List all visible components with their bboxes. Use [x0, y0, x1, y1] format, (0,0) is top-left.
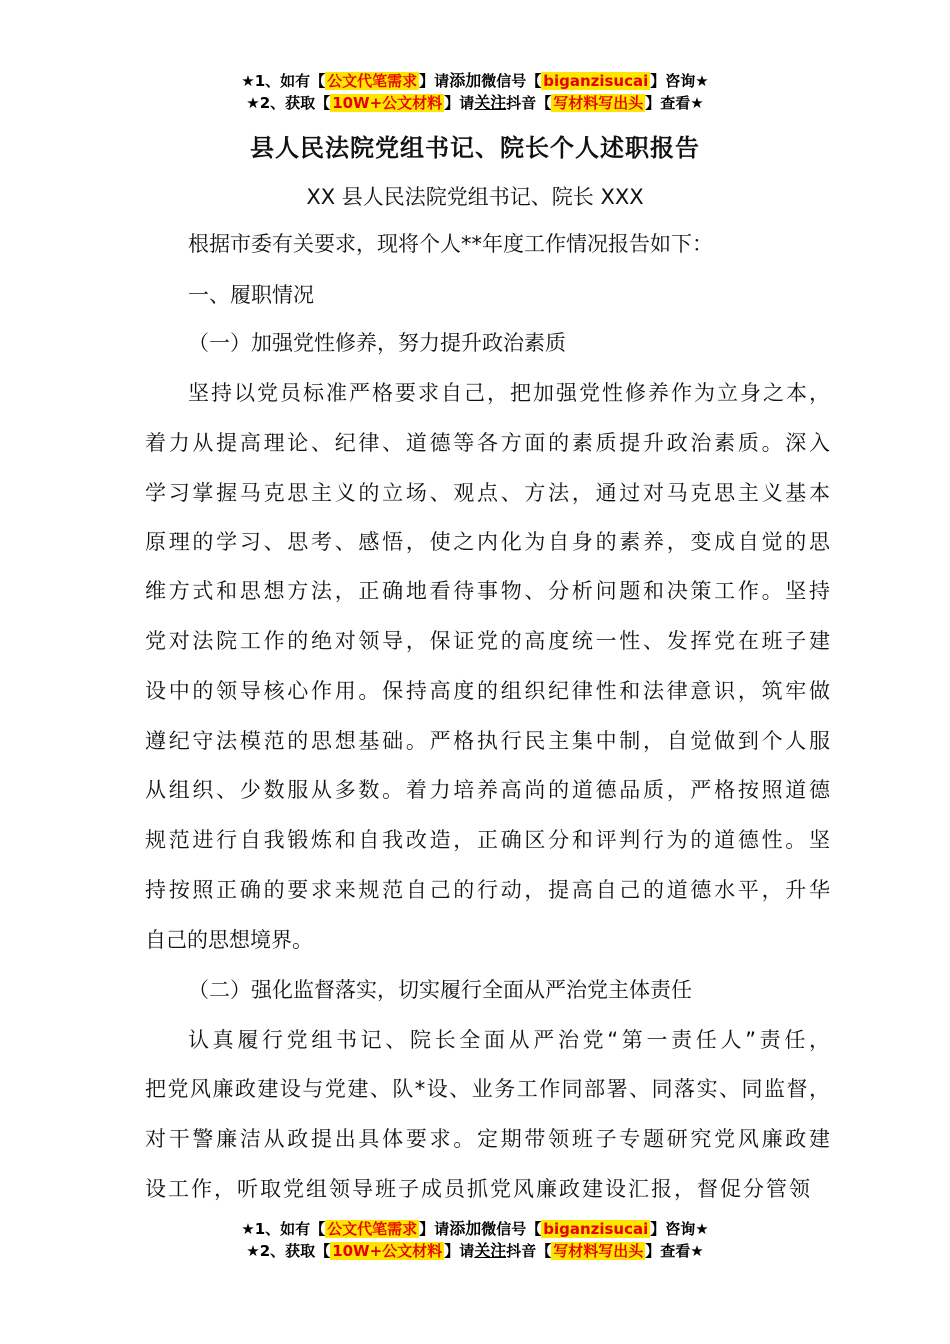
section-heading: 一、履职情况	[188, 283, 314, 307]
body-line: 规范进行自我锻炼和自我改造，正确区分和评判行为的道德性。坚	[145, 828, 830, 852]
subsection-heading: （一）加强党性修养，努力提升政治素质	[188, 331, 566, 355]
promo-emphasis: 添加	[449, 71, 482, 90]
promo-text: 】查看★	[645, 94, 704, 112]
promo-text: 】请	[419, 72, 450, 90]
promo-text: ★2、获取【	[246, 1242, 331, 1260]
promo-highlight: 公文代笔需求	[327, 72, 418, 90]
body-line: 把党风廉政建设与党建、队*设、业务工作同部署、同落实、同监督，	[145, 1077, 830, 1101]
promo-text: ★1、如有【	[241, 1220, 326, 1238]
promo-text: 微信号【	[481, 72, 542, 90]
body-line: 维方式和思想方法，正确地看待事物、分析问题和决策工作。坚持	[145, 579, 830, 603]
subsection-heading: （二）强化监督落实，切实履行全面从严治党主体责任	[188, 978, 692, 1002]
promo-emphasis: 添加	[449, 1219, 482, 1238]
body-line: 原理的学习、思考、感悟，使之内化为自身的素养，变成自觉的思	[145, 530, 830, 554]
promo-line-2	[0, 92, 950, 114]
body-line: 从组织、少数服从多数。着力培养高尚的道德品质，严格按照道德	[145, 778, 830, 802]
body-line: 着力从提高理论、纪律、道德等各方面的素质提升政治素质。深入	[145, 431, 830, 455]
promo-douyin-id: 写材料写出头	[553, 1242, 644, 1260]
promo-line-1	[0, 1218, 950, 1240]
promo-text: 抖音【	[506, 94, 552, 112]
footer-promo-banner	[0, 1218, 950, 1262]
body-line: 遵纪守法模范的思想基础。严格执行民主集中制，自觉做到个人服	[145, 729, 830, 753]
promo-text: 】请	[444, 94, 475, 112]
promo-line-2	[0, 1240, 950, 1262]
promo-wechat-id: biganzisucai	[543, 1220, 649, 1238]
promo-douyin-id: 写材料写出头	[553, 94, 644, 112]
promo-text: 】咨询★	[650, 72, 709, 90]
body-line: 根据市委有关要求，现将个人**年度工作情况报告如下：	[188, 232, 713, 256]
body-line: 持按照正确的要求来规范自己的行动，提高自己的道德水平，升华	[145, 878, 830, 902]
body-line: 党对法院工作的绝对领导，保证党的高度统一性、发挥党在班子建	[145, 629, 830, 653]
body-line: 认真履行党组书记、院长全面从严治党“第一责任人”责任，	[188, 1028, 830, 1052]
body-line: 设中的领导核心作用。保持高度的组织纪律性和法律意识，筑牢做	[145, 679, 830, 703]
promo-highlight: 10W+公文材料	[332, 1242, 443, 1260]
body-line: 设工作，听取党组领导班子成员抓党风廉政建设汇报，督促分管领	[145, 1177, 810, 1201]
promo-text: ★2、获取【	[246, 94, 331, 112]
body-line: 学习掌握马克思主义的立场、观点、方法，通过对马克思主义基本	[145, 481, 830, 505]
promo-text: 】查看★	[645, 1242, 704, 1260]
promo-emphasis: 关注	[474, 93, 507, 112]
promo-text: 】请	[444, 1242, 475, 1260]
body-line: 对干警廉洁从政提出具体要求。定期带领班子专题研究党风廉政建	[145, 1127, 830, 1151]
body-line: 坚持以党员标准严格要求自己，把加强党性修养作为立身之本，	[188, 381, 830, 405]
body-line: 自己的思想境界。	[145, 928, 313, 952]
promo-highlight: 10W+公文材料	[332, 94, 443, 112]
promo-text: 】请	[419, 1220, 450, 1238]
header-promo-banner	[0, 70, 950, 114]
document-author: XX 县人民法院党组书记、院长 XXX	[306, 185, 644, 209]
promo-line-1	[0, 70, 950, 92]
promo-wechat-id: biganzisucai	[543, 72, 649, 90]
promo-highlight: 公文代笔需求	[327, 1220, 418, 1238]
promo-text: ★1、如有【	[241, 72, 326, 90]
promo-text: 抖音【	[506, 1242, 552, 1260]
promo-emphasis: 关注	[474, 1241, 507, 1260]
promo-text: 微信号【	[481, 1220, 542, 1238]
promo-text: 】咨询★	[650, 1220, 709, 1238]
document-title: 县人民法院党组书记、院长个人述职报告	[250, 134, 700, 162]
